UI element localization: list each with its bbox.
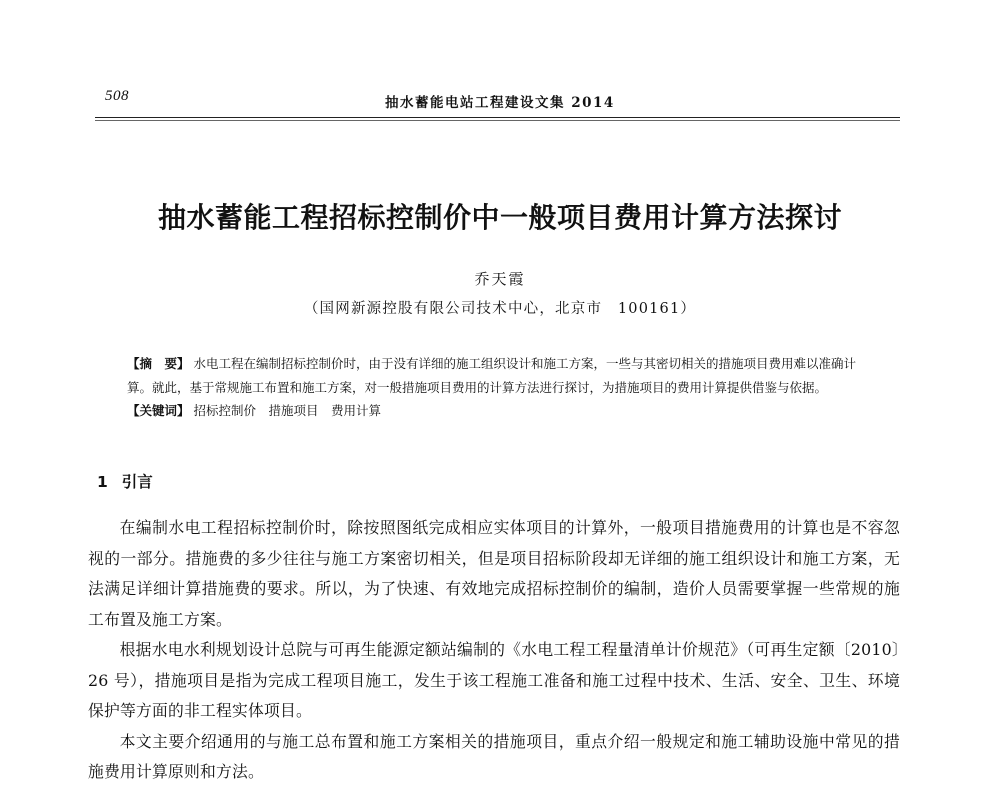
header-rule-secondary bbox=[95, 120, 900, 121]
body-paragraph-1: 在编制水电工程招标控制价时，除按照图纸完成相应实体项目的计算外，一般项目措施费用的计算也是不容忽视的一部分。措施费的多少往往与施工方案密切相关，但是项目招标阶段却无详细的施工组织设计和施工方案，无法满足详细计算措施费的要求。所以，为了快速、有效地完成招标控制价的编制，造价人员需要掌握一些常规的施工布置及施工方案。 bbox=[88, 518, 900, 629]
body-paragraph-3: 本文主要介绍通用的与施工总布置和施工方案相关的措施项目，重点介绍一般规定和施工辅助设施中常见的措施费用计算原则和方法。 bbox=[88, 731, 900, 781]
body-paragraph-2: 根据水电水利规划设计总院与可再生能源定额站编制的《水电工程工程量清单计价规范》（可再生定额〔2010〕26 号），措施项目是指为完成工程项目施工，发生于该工程施工准备和施工过程中技术、生活、安全、卫生、环境保护等方面的非工程实体项目。 bbox=[88, 640, 900, 720]
section-heading bbox=[97, 470, 153, 492]
paper-title: 抽水蓄能工程招标控制价中一般项目费用计算方法探讨 bbox=[157, 201, 842, 234]
section-title: 引言 bbox=[121, 473, 153, 491]
abstract-paragraph bbox=[127, 352, 877, 399]
section-body bbox=[88, 513, 900, 788]
running-header bbox=[95, 88, 900, 118]
journal-title: 抽水蓄能电站工程建设文集 2014 bbox=[385, 95, 615, 111]
keywords-paragraph bbox=[127, 399, 877, 423]
page-number: 508 bbox=[105, 88, 129, 104]
abstract-label: 【摘 要】 bbox=[127, 356, 190, 371]
abstract-block bbox=[127, 352, 877, 423]
author-name: 乔天霞 bbox=[474, 270, 526, 288]
author-affiliation: （国网新源控股有限公司技术中心，北京市 100161） bbox=[303, 301, 697, 317]
keywords-label: 【关键词】 bbox=[127, 403, 190, 418]
section-number: 1 bbox=[97, 473, 108, 491]
abstract-text: 水电工程在编制招标控制价时，由于没有详细的施工组织设计和施工方案，一些与其密切相关的措施项目费用难以准确计算。就此，基于常规施工布置和施工方案，对一般措施项目费用的计算方法进行探讨，为措施项目的费用计算提供借鉴与依据。 bbox=[127, 356, 857, 395]
keywords-text: 招标控制价 措施项目 费用计算 bbox=[193, 403, 382, 418]
header-rule bbox=[95, 117, 900, 118]
